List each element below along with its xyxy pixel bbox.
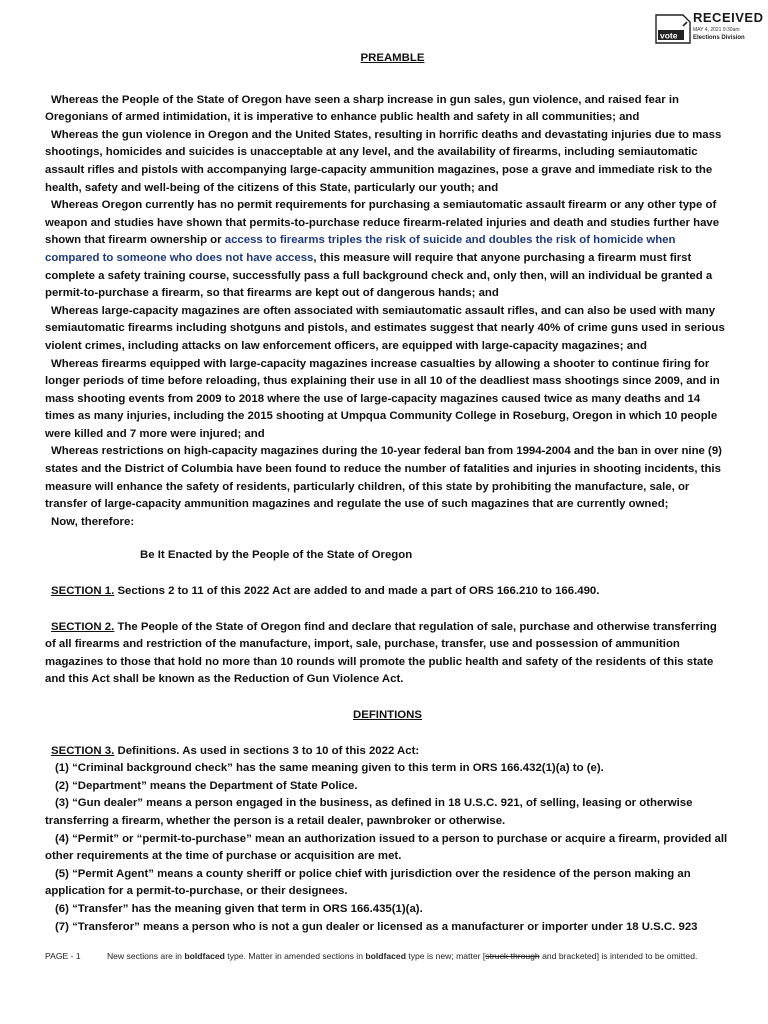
section-1-text: Sections 2 to 11 of this 2022 Act are added to and made a part of ORS 166.210 to 166.490. — [114, 585, 600, 598]
preamble-paragraph-2: Whereas the gun violence in Oregon and the United States, resulting in horrific deaths and devastating injuries due to mass shootings, homicides and suicides is unacceptable at any level, and the availability of firearms, including semiautomatic assault rifles and pistols with accompanying large-capacity ammunition magazines, pose a grave and immediate risk to the health, safety and well-being of the citizens of this State, particularly our youth; and — [45, 128, 722, 194]
section-2-text: The People of the State of Oregon find and declare that regulation of sale, purchase and otherwise transferring of all firearms and restriction of the manufacture, import, sale, purchase, transfer, use and possession of ammunition magazines to those that hold no more than 10 rounds will promote the public health and safety of the residents of this state and this Act shall be known as the Reduction of Gun Violence Act. — [45, 620, 717, 686]
preamble-paragraph-1: Whereas the People of the State of Oregon have seen a sharp increase in gun sales, gun violence, and raised fear in Oregonians of armed intimidation, it is imperative to enhance public health and safety in all communities; and — [45, 93, 679, 124]
footer-text-1: New sections are in — [106, 951, 185, 961]
footer-text-3: type is new; matter [ — [405, 951, 486, 961]
section-1-label: SECTION 1. — [51, 585, 115, 598]
document-body — [45, 50, 730, 936]
definition-item: (1) “Criminal background check” has the same meaning given to this term in ORS 166.432(1)(a) to (e). — [55, 762, 604, 775]
preamble-paragraph-3-start: Whereas Oregon currently has no permit requirements for purchasing a semiautomatic assault firearm or any other type of weapon and studies have shown that permits-to-purchase reduce firearm-related injuries and death and studies further have shown that firearm ownership or — [45, 199, 720, 247]
definition-item: (7) “Transferor” means a person who is not a gun dealer or licensed as a manufacturer or importer under 18 U.S.C. 923 — [55, 920, 698, 933]
stamp-date: MAY 4, 2021 9:30am — [693, 27, 740, 33]
svg-text:vote: vote — [660, 30, 678, 41]
preamble-now-therefore: Now, therefore: — [51, 515, 135, 528]
definition-item: (5) “Permit Agent” means a county sheriff or police chief with jurisdiction over the residence of the person making an application for a permit-to-purchase, or their designees. — [45, 867, 691, 898]
definition-item: (2) “Department” means the Department of State Police. — [55, 779, 358, 792]
definition-item: (6) “Transfer” has the meaning given that term in ORS 166.435(1)(a). — [55, 902, 423, 915]
section-1 — [45, 583, 730, 601]
section-2-label: SECTION 2. — [51, 620, 115, 633]
preamble-title: PREAMBLE — [360, 52, 425, 64]
citation-link[interactable]: access to firearms triples the risk of suicide and doubles the risk of homicide when compared to someone who does not have access — [45, 234, 676, 264]
section-3-text: Definitions. As used in sections 3 to 10 of this 2022 Act: — [114, 744, 420, 757]
oregon-vote-logo-icon — [653, 12, 693, 46]
enacting-clause: Be It Enacted by the People of the State of Oregon — [140, 549, 413, 562]
footer-text-4: and bracketed] is intended to be omitted. — [539, 951, 698, 961]
footer-bold-2: boldfaced — [365, 951, 406, 961]
preamble-paragraph-6: Whereas restrictions on high-capacity magazines during the 10-year federal ban from 1994-2004 and the ban in over nine (9) states and the District of Columbia have been found to reduce the number of fatalities and injuries in shooting incidents, this measure will enhance the safety of residents, particularly children, of this state by prohibiting the manufacture, sale, or transfer of large-capacity ammunition magazines and regulate the use of such magazines that are currently owned; — [45, 445, 722, 511]
received-stamp — [653, 8, 764, 46]
definitions-title: DEFINTIONS — [353, 709, 422, 721]
section-2 — [45, 619, 730, 689]
preamble-paragraph-5: Whereas firearms equipped with large-capacity magazines increase casualties by allowing a shooter to continue firing for longer periods of time before reloading, thus explaining their use in all 10 of the deadliest mass shootings since 2009, and in mass shooting events from 2009 to 2018 where the use of large-capacity magazines caused twice as many deaths and 14 times as many injuries, including the 2015 shooting at Umpqua Community College in Roseburg, Oregon in which 10 people were killed and 7 more were injured; and — [45, 357, 720, 440]
definition-item: (4) “Permit” or “permit-to-purchase” mean an authorization issued to a person to purchase or acquire a firearm, provided all other requirements at the time of purchase or acquisition are met. — [45, 832, 728, 863]
section-3 — [45, 743, 730, 761]
preamble-paragraph-3-end: , this measure will require that anyone purchasing a firearm must first complete a safety training course, successfully pass a full background check and, only then, will an individual be granted a permit-to-purchase a firearm, so that firearms are kept out of dangerous hands; and — [45, 251, 713, 300]
preamble-paragraph-3 — [45, 197, 730, 303]
preamble-paragraph-4: Whereas large-capacity magazines are often associated with semiautomatic assault rifles, and can also be used with many semiautomatic firearms including shotguns and pistols, and estimates suggest that nearly 40% of crime guns used in serious violent crimes, including attacks on law enforcement officers, are equipped with large-capacity magazines; and — [45, 304, 725, 352]
page-number: PAGE - 1 — [45, 951, 81, 961]
stamp-division: Elections Division — [693, 35, 745, 41]
footer-strike-text: struck through — [485, 951, 540, 961]
footer-text-2: type. Matter in amended sections in — [224, 951, 366, 961]
page-footer — [45, 950, 730, 963]
footer-bold-1: boldfaced — [184, 951, 225, 961]
section-3-label: SECTION 3. — [51, 744, 115, 757]
stamp-received-text: RECEIVED — [693, 10, 764, 25]
definition-item: (3) “Gun dealer” means a person engaged in the business, as defined in 18 U.S.C. 921, of selling, leasing or otherwise transferring a firearm, whether the person is a retail dealer, pawnbroker or otherwise. — [45, 797, 693, 827]
